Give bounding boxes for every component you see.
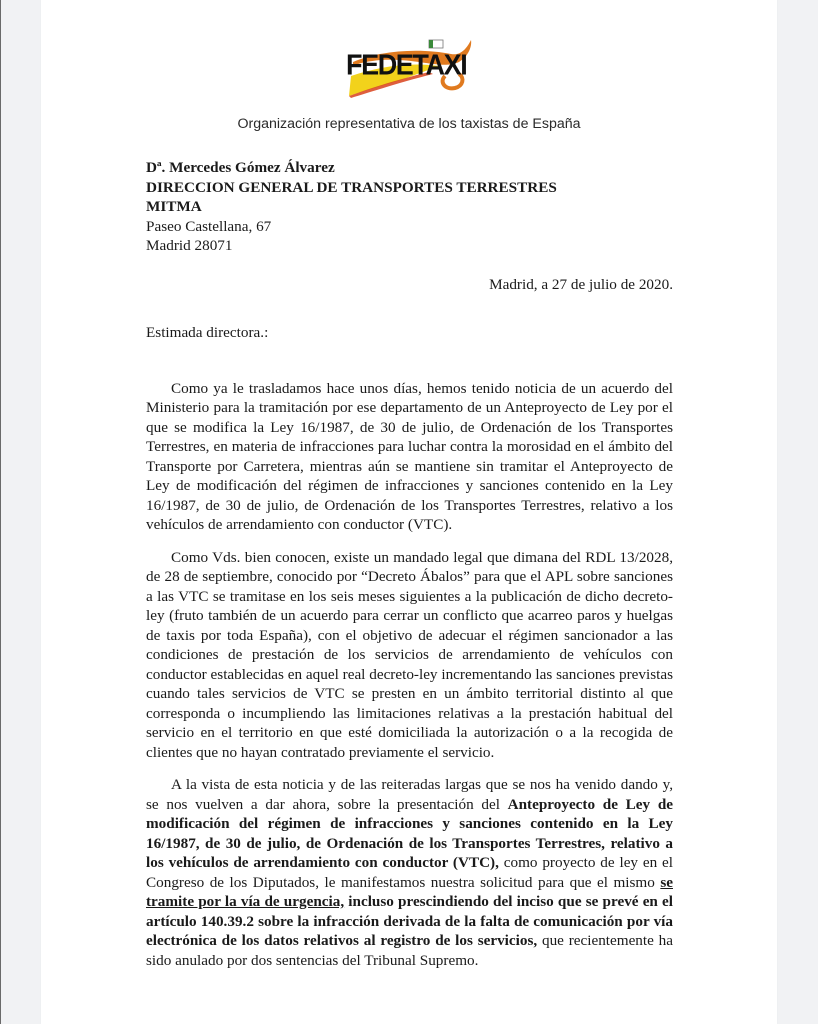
document-page	[41, 0, 777, 1024]
salutation: Estimada directora.:	[146, 324, 269, 341]
paragraph-3	[146, 775, 673, 970]
paragraph-1: Como ya le trasladamos hace unos días, hemos tenido noticia de un acuerdo del Ministerio para la tramitación por ese departamento de un Anteproyecto de Ley por el que se modifica la Ley 16/1987, de 30 de julio, de Ordenación de los Transportes Terrestres, en materia de infracciones para luchar contra la morosidad en el ámbito del Transporte por Carretera, mientras aún se mantiene sin tramitar el Anteproyecto de Ley de modificación del régimen de infracciones y sanciones contenido en la Ley 16/1987, de 30 de julio, de Ordenación de los Transportes Terrestres, relativo a los vehículos de arrendamiento con conductor (VTC).	[146, 379, 673, 533]
recipient-name: Dª. Mercedes Gómez Álvarez	[146, 159, 335, 176]
recipient-street: Paseo Castellana, 67	[146, 217, 272, 235]
paragraph-3-closing: que recientemente ha sido anulado por dos sentencias del Tribunal Supremo.	[146, 932, 673, 969]
article-exception-emphasis: incluso prescindiendo del inciso que se prevé en el artículo 140.39.2 sobre la infracción derivada de la falta de comunicación por vía electrónica de los datos relativos al registro de los servicios,	[146, 893, 674, 949]
letter-body	[146, 158, 673, 970]
logo-wordmark: FEDETAXI	[346, 49, 467, 81]
recipient-city: Madrid 28071	[146, 237, 233, 254]
recipient-ministry: MITMA	[146, 198, 202, 215]
bill-title-emphasis: Anteproyecto de Ley de modificación del régimen de infracciones y sanciones contenido en la Ley 16/1987, de 30 de julio, de Ordenación de los Transportes Terrestres, relativo a los vehículos de arrendamiento con conductor (VTC),	[146, 795, 674, 871]
urgency-request-emphasis: se tramite por la vía de urgencia,	[146, 873, 673, 910]
recipient-department: DIRECCION GENERAL DE TRANSPORTES TERRESTRES	[146, 178, 557, 196]
paragraph-3-intro: A la vista de esta noticia y de las reiteradas largas que se nos ha venido dando y, se nos vuelven a dar ahora, sobre la presentación del	[146, 776, 673, 813]
paragraph-2: Como Vds. bien conocen, existe un mandado legal que dimana del RDL 13/2028, de 28 de septiembre, conocido por “Decreto Ábalos” para que el APL sobre sanciones a las VTC se tramitase en los seis meses siguientes a la publicación de dicho decreto-ley (fruto también de un acuerdo para cerrar un conflicto que acarreo paros y huelgas de taxis por toda España), con el objetivo de adecuar el régimen sancionador a las condiciones de prestación de los servicios de arrendamiento de vehículos con conductor establecidas en aquel real decreto-ley incrementando las sanciones previstas cuando tales servicios de VTC se presten en un ámbito territorial distinto al que corresponda o incumpliendo las limitaciones relativas a la prestación habitual del servicio en el territorio en que esté domiciliada la autorización o a la recogida de clientes que no hayan contratado previamente el servicio.	[146, 548, 673, 761]
viewer-edge-line	[0, 0, 1, 1024]
fedetaxi-logo	[341, 36, 476, 98]
letter-date: Madrid, a 27 de julio de 2020.	[489, 275, 673, 293]
organization-tagline: Organización representativa de los taxistas de España	[237, 116, 581, 132]
recipient-address-block	[146, 158, 673, 256]
paragraph-3-request: como proyecto de ley en el Congreso de los Diputados, le manifestamos nuestra solicitud para que el mismo	[146, 854, 674, 891]
